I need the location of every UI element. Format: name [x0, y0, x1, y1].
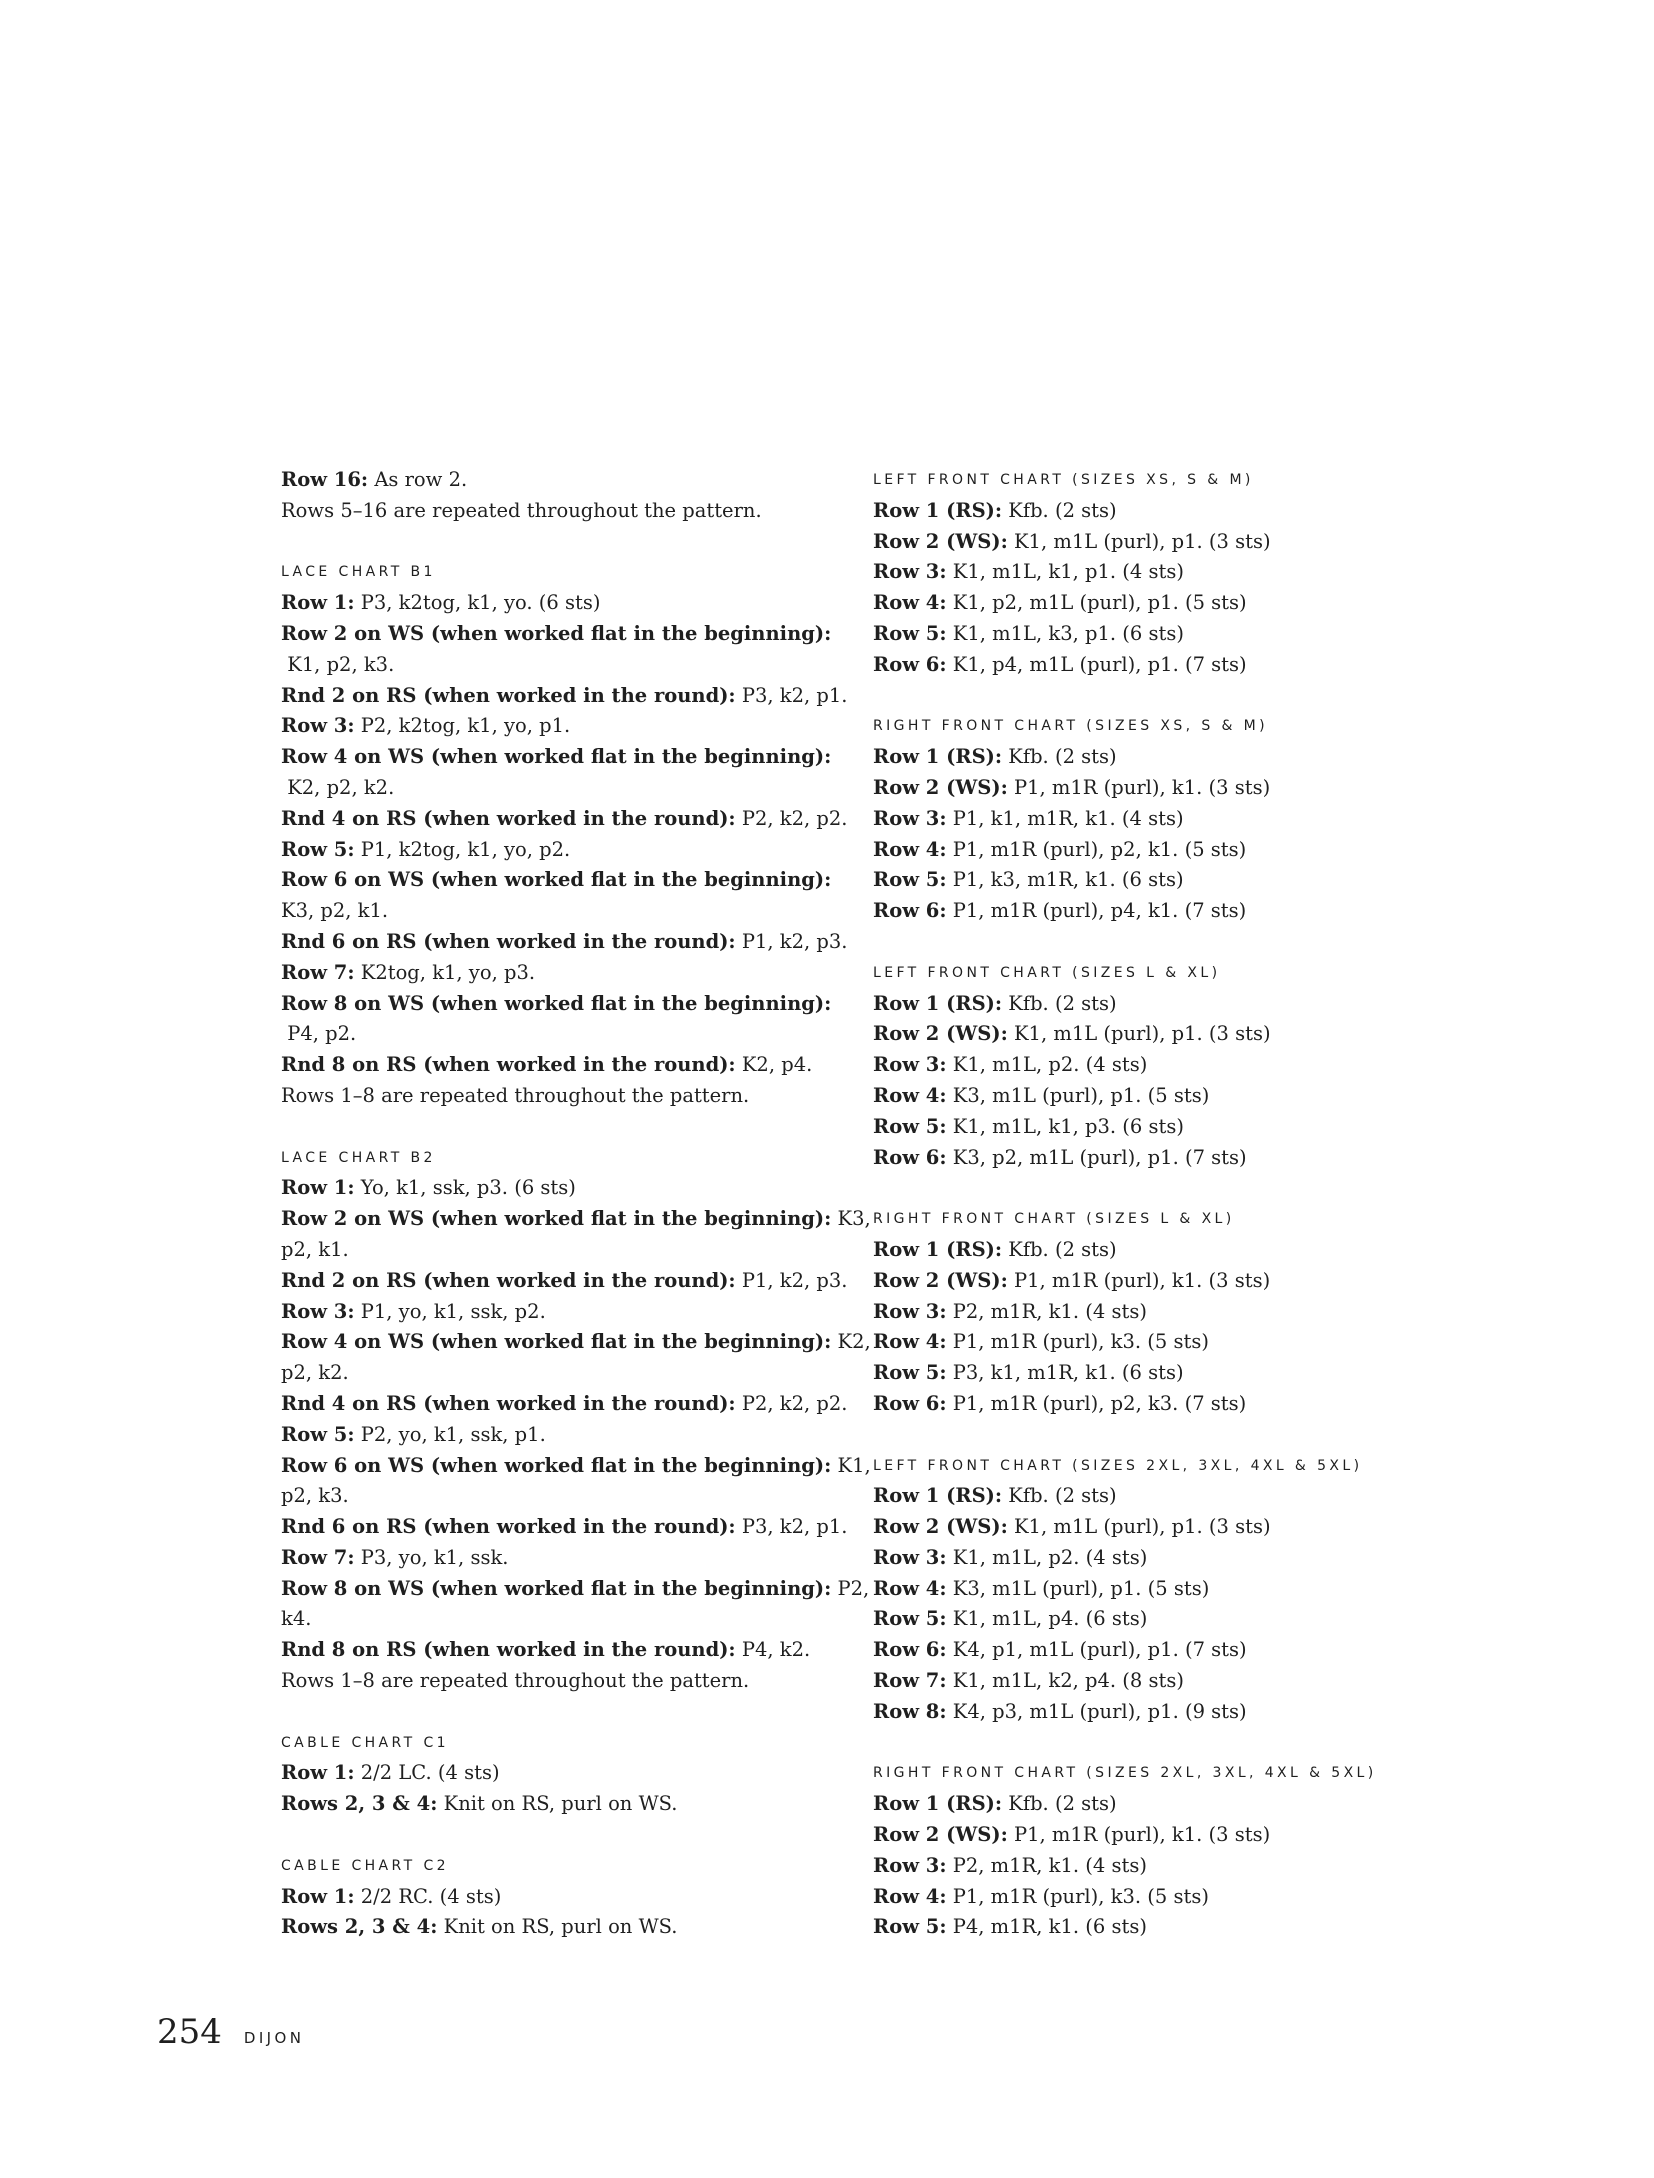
instruction-text: P2,: [831, 1576, 870, 1600]
instruction-line: [873, 1882, 1433, 1913]
instruction-line: [873, 1666, 1433, 1697]
instruction-text: P1, m1R (purl), p2, k3. (7 sts): [946, 1391, 1247, 1415]
row-label: Row 1 (RS):: [873, 498, 1003, 522]
instruction-line: [873, 742, 1433, 773]
row-label: Row 8 on WS (when worked flat in the beginning):: [281, 991, 832, 1015]
instruction-line: [281, 896, 841, 927]
instruction-text: P3, k2, p1.: [735, 683, 848, 707]
instruction-line: [281, 1297, 841, 1328]
instruction-line: [873, 619, 1433, 650]
section-heading: CABLE CHART C1: [281, 1734, 449, 1751]
row-label: Rnd 4 on RS (when worked in the round):: [281, 1391, 736, 1415]
instruction-text: P1, m1R (purl), k3. (5 sts): [946, 1330, 1209, 1354]
section-gap: [873, 1173, 1433, 1204]
row-label: Row 8 on WS (when worked flat in the beginning):: [281, 1576, 832, 1600]
instruction-text: P2, k2, p2.: [735, 1391, 848, 1415]
instruction-text: K1, p2, m1L (purl), p1. (5 sts): [946, 591, 1247, 615]
instruction-text: K2,: [831, 1330, 871, 1354]
section-gap: [281, 1820, 841, 1851]
instruction-text: K1,: [831, 1453, 871, 1477]
instruction-text: p2, k3.: [281, 1484, 349, 1508]
section-heading: CABLE CHART C2: [281, 1857, 449, 1874]
row-label: Row 2 (WS):: [873, 1268, 1008, 1292]
instruction-text: P1, m1R (purl), k1. (3 sts): [1007, 1268, 1271, 1292]
row-label: Row 16:: [281, 468, 369, 491]
instruction-line: [873, 1143, 1433, 1174]
instruction-text: P3, k2, p1.: [735, 1515, 848, 1539]
instruction-line: [281, 989, 841, 1020]
instruction-line: [281, 1327, 871, 1358]
row-label: Row 4:: [873, 1330, 947, 1354]
instruction-line: [873, 989, 1433, 1020]
instruction-line: [281, 1666, 841, 1697]
instruction-line: [281, 619, 841, 650]
row-label: Row 8:: [873, 1699, 947, 1723]
section-gap: [873, 1728, 1433, 1759]
instruction-line: [873, 1112, 1433, 1143]
instruction-text: K2tog, k1, yo, p3.: [354, 960, 536, 984]
row-label: Row 1 (RS):: [873, 991, 1003, 1015]
instruction-line: [281, 1266, 848, 1297]
instruction-line: [873, 1697, 1433, 1728]
section-gap: [281, 527, 841, 558]
row-label: Row 4:: [873, 837, 947, 861]
row-label: Row 2 (WS):: [873, 1515, 1008, 1539]
instruction-line: [281, 1204, 871, 1235]
instruction-text: K1, m1L, k1, p1. (4 sts): [946, 560, 1184, 584]
instruction-text: K4, p1, m1L (purl), p1. (7 sts): [946, 1638, 1247, 1662]
instruction-line: [281, 1912, 841, 1943]
instruction-text: Rows 1–8 are repeated throughout the pattern.: [281, 1083, 750, 1107]
instruction-text: As row 2.: [368, 468, 468, 491]
row-label: Row 2 (WS):: [873, 529, 1008, 553]
instruction-line: [281, 465, 841, 496]
instruction-line: [281, 1635, 841, 1666]
row-label: Row 3:: [281, 1299, 355, 1323]
running-footer-title: DIJON: [243, 2029, 305, 2047]
row-label: Row 3:: [873, 806, 947, 830]
instruction-text: P1, m1R (purl), k1. (3 sts): [1007, 1823, 1271, 1847]
instruction-line: [873, 1912, 1433, 1943]
instruction-line: [873, 557, 1433, 588]
instruction-line: [873, 1358, 1433, 1389]
row-label: Row 6:: [873, 1391, 947, 1415]
section-heading: LEFT FRONT CHART (SIZES 2XL, 3XL, 4XL & 5XL): [873, 1457, 1363, 1474]
section-heading: RIGHT FRONT CHART (SIZES L & XL): [873, 1211, 1235, 1228]
instruction-text: P2, yo, k1, ssk, p1.: [354, 1422, 546, 1446]
instruction-text: P2, k2tog, k1, yo, p1.: [354, 714, 571, 738]
instruction-text: P3, k2tog, k1, yo. (6 sts): [354, 591, 601, 615]
instruction-line: [281, 1882, 841, 1913]
instruction-line: [281, 681, 848, 712]
instruction-line: [873, 773, 1433, 804]
instruction-text: Rows 5–16 are repeated throughout the pattern.: [281, 498, 762, 522]
row-label: Row 1 (RS):: [873, 1484, 1003, 1508]
instruction-line: [873, 1635, 1433, 1666]
instruction-text: K1, m1L, p2. (4 sts): [946, 1053, 1148, 1077]
row-label: Rnd 2 on RS (when worked in the round):: [281, 683, 736, 707]
instruction-line: [873, 1789, 1433, 1820]
row-label: Row 3:: [281, 714, 355, 738]
left-column: [281, 465, 871, 1943]
row-label: Row 7:: [281, 960, 355, 984]
instruction-line: [873, 804, 1433, 835]
instruction-text: Kfb. (2 sts): [1002, 745, 1117, 769]
instruction-line: [281, 650, 841, 681]
instruction-text: K1, p2, k3.: [281, 652, 395, 676]
instruction-line: [281, 1604, 841, 1635]
instruction-text: K1, m1L, p4. (6 sts): [946, 1607, 1148, 1631]
section-heading: LEFT FRONT CHART (SIZES XS, S & M): [873, 472, 1254, 488]
instruction-text: P1, k3, m1R, k1. (6 sts): [946, 868, 1184, 892]
instruction-line: [873, 1820, 1433, 1851]
instruction-line: [873, 1266, 1433, 1297]
instruction-line: [281, 958, 841, 989]
instruction-text: K1, m1L (purl), p1. (3 sts): [1007, 1515, 1271, 1539]
section-gap: [873, 1420, 1433, 1451]
instruction-text: p2, k2.: [281, 1361, 349, 1385]
instruction-text: 2/2 RC. (4 sts): [354, 1884, 502, 1908]
instruction-text: P1, k2tog, k1, yo, p2.: [354, 837, 571, 861]
instruction-line: [281, 1758, 841, 1789]
row-label: Row 6 on WS (when worked flat in the beginning):: [281, 868, 832, 892]
row-label: Row 5:: [873, 1361, 947, 1385]
section-gap: [873, 927, 1433, 958]
instruction-text: P1, m1R (purl), k1. (3 sts): [1007, 775, 1271, 799]
row-label: Row 3:: [873, 560, 947, 584]
row-label: Rnd 6 on RS (when worked in the round):: [281, 929, 736, 953]
row-label: Row 2 on WS (when worked flat in the beginning):: [281, 1207, 832, 1231]
instruction-text: Yo, k1, ssk, p3. (6 sts): [354, 1176, 576, 1200]
instruction-text: Kfb. (2 sts): [1002, 1792, 1117, 1816]
row-label: Row 6 on WS (when worked flat in the beginning):: [281, 1453, 832, 1477]
instruction-text: P1, k2, p3.: [735, 1268, 848, 1292]
row-label: Row 4:: [873, 1083, 947, 1107]
instruction-line: [281, 773, 841, 804]
instruction-text: Kfb. (2 sts): [1002, 991, 1117, 1015]
row-label: Row 6:: [873, 1638, 947, 1662]
instruction-line: [281, 1081, 841, 1112]
instruction-line: [873, 1050, 1433, 1081]
page-number: 254: [157, 2012, 222, 2052]
instruction-line: [873, 835, 1433, 866]
instruction-text: P1, m1R (purl), p2, k1. (5 sts): [946, 837, 1247, 861]
instruction-line: [281, 865, 841, 896]
instruction-text: P1, yo, k1, ssk, p2.: [354, 1299, 546, 1323]
instruction-line: [281, 496, 841, 527]
instruction-text: Kfb. (2 sts): [1002, 1484, 1117, 1508]
instruction-line: [281, 1451, 871, 1482]
instruction-text: P1, m1R (purl), k3. (5 sts): [946, 1884, 1209, 1908]
row-label: Row 6:: [873, 652, 947, 676]
row-label: Rows 2, 3 & 4:: [281, 1792, 438, 1816]
row-label: Row 1:: [281, 591, 355, 615]
instruction-line: [873, 1512, 1433, 1543]
instruction-line: [873, 896, 1433, 927]
instruction-text: P1, k1, m1R, k1. (4 sts): [946, 806, 1184, 830]
row-label: Row 2 (WS):: [873, 1022, 1008, 1046]
instruction-text: K1, m1L (purl), p1. (3 sts): [1007, 1022, 1271, 1046]
row-label: Row 4:: [873, 1576, 947, 1600]
instruction-line: [873, 1081, 1433, 1112]
instruction-line: [873, 1389, 1433, 1420]
row-label: Row 5:: [873, 1607, 947, 1631]
instruction-text: K3, m1L (purl), p1. (5 sts): [946, 1083, 1210, 1107]
section-heading: LACE CHART B1: [281, 564, 436, 581]
row-label: Row 5:: [281, 837, 355, 861]
instruction-line: [873, 527, 1433, 558]
right-column: [873, 465, 1433, 1943]
section-gap: [873, 681, 1433, 712]
instruction-text: K4, p3, m1L (purl), p1. (9 sts): [946, 1699, 1247, 1723]
row-label: Row 3:: [873, 1545, 947, 1569]
instruction-line: [873, 1604, 1433, 1635]
row-label: Row 4:: [873, 1884, 947, 1908]
instruction-line: [281, 1481, 841, 1512]
instruction-text: Kfb. (2 sts): [1002, 498, 1117, 522]
instruction-line: [873, 1327, 1433, 1358]
row-label: Row 5:: [873, 621, 947, 645]
instruction-line: [873, 1235, 1433, 1266]
instruction-line: [873, 496, 1433, 527]
instruction-text: P2, k2, p2.: [735, 806, 848, 830]
row-label: Rows 2, 3 & 4:: [281, 1915, 438, 1939]
instruction-text: Knit on RS, purl on WS.: [437, 1792, 678, 1816]
row-label: Row 7:: [873, 1669, 947, 1693]
row-label: Row 3:: [873, 1053, 947, 1077]
instruction-text: K1, m1L, k3, p1. (6 sts): [946, 621, 1184, 645]
instruction-text: K3, p2, m1L (purl), p1. (7 sts): [946, 1145, 1247, 1169]
row-label: Rnd 2 on RS (when worked in the round):: [281, 1268, 736, 1292]
row-label: Row 4 on WS (when worked flat in the beginning):: [281, 745, 832, 769]
instruction-text: K1, m1L, k2, p4. (8 sts): [946, 1669, 1184, 1693]
row-label: Row 1 (RS):: [873, 1237, 1003, 1261]
row-label: Row 2 (WS):: [873, 1823, 1008, 1847]
instruction-text: 2/2 LC. (4 sts): [354, 1761, 500, 1785]
section-gap: [281, 1112, 841, 1143]
instruction-text: K1, p4, m1L (purl), p1. (7 sts): [946, 652, 1247, 676]
row-label: Row 1:: [281, 1176, 355, 1200]
instruction-line: [873, 1574, 1433, 1605]
instruction-text: K3, p2, k1.: [281, 899, 389, 923]
instruction-line: [281, 711, 841, 742]
row-label: Rnd 8 on RS (when worked in the round):: [281, 1638, 736, 1662]
instruction-line: [281, 1389, 848, 1420]
instruction-text: P1, m1R (purl), p4, k1. (7 sts): [946, 899, 1247, 923]
instruction-line: [281, 1050, 841, 1081]
instruction-text: P4, m1R, k1. (6 sts): [946, 1915, 1147, 1939]
instruction-line: [281, 588, 841, 619]
instruction-line: [281, 1420, 841, 1451]
section-heading: RIGHT FRONT CHART (SIZES XS, S & M): [873, 718, 1268, 735]
instruction-text: K3,: [831, 1207, 871, 1231]
instruction-line: [281, 804, 848, 835]
instruction-line: [873, 1543, 1433, 1574]
instruction-text: K2, p2, k2.: [281, 775, 395, 799]
instruction-text: Rows 1–8 are repeated throughout the pattern.: [281, 1669, 750, 1693]
row-label: Row 7:: [281, 1545, 355, 1569]
instruction-line: [281, 1574, 870, 1605]
page-footer: [157, 2012, 304, 2052]
instruction-text: P1, k2, p3.: [735, 929, 848, 953]
instruction-line: [281, 1512, 848, 1543]
instruction-text: p2, k1.: [281, 1237, 349, 1261]
instruction-line: [281, 1358, 841, 1389]
instruction-text: Knit on RS, purl on WS.: [437, 1915, 678, 1939]
instruction-text: K1, m1L, p2. (4 sts): [946, 1545, 1148, 1569]
instruction-line: [873, 1297, 1433, 1328]
instruction-line: [873, 865, 1433, 896]
instruction-line: [281, 927, 848, 958]
row-label: Row 6:: [873, 899, 947, 923]
instruction-text: P3, yo, k1, ssk.: [354, 1545, 509, 1569]
instruction-text: Kfb. (2 sts): [1002, 1237, 1117, 1261]
instruction-text: k4.: [281, 1607, 312, 1631]
instruction-text: K1, m1L (purl), p1. (3 sts): [1007, 529, 1271, 553]
row-label: Row 5:: [873, 1915, 947, 1939]
instruction-line: [873, 588, 1433, 619]
instruction-line: [873, 1481, 1433, 1512]
instruction-text: P2, m1R, k1. (4 sts): [946, 1853, 1147, 1877]
row-label: Row 3:: [873, 1853, 947, 1877]
instruction-text: K3, m1L (purl), p1. (5 sts): [946, 1576, 1210, 1600]
instruction-line: [873, 1019, 1433, 1050]
instruction-line: [281, 1235, 841, 1266]
row-label: Rnd 4 on RS (when worked in the round):: [281, 806, 736, 830]
instruction-text: K2, p4.: [735, 1053, 813, 1077]
instruction-text: P4, k2.: [735, 1638, 811, 1662]
row-label: Row 1:: [281, 1761, 355, 1785]
instruction-text: P4, p2.: [281, 1022, 357, 1046]
row-label: Row 1:: [281, 1884, 355, 1908]
instruction-text: K1, m1L, k1, p3. (6 sts): [946, 1114, 1184, 1138]
instruction-line: [281, 1019, 841, 1050]
row-label: Row 6:: [873, 1145, 947, 1169]
row-label: Row 1 (RS):: [873, 1792, 1003, 1816]
instruction-text: P2, m1R, k1. (4 sts): [946, 1299, 1147, 1323]
row-label: Row 5:: [281, 1422, 355, 1446]
instruction-line: [281, 1173, 841, 1204]
row-label: Row 1 (RS):: [873, 745, 1003, 769]
instruction-line: [281, 1543, 841, 1574]
instruction-line: [281, 1789, 841, 1820]
row-label: Row 4 on WS (when worked flat in the beginning):: [281, 1330, 832, 1354]
row-label: Row 2 (WS):: [873, 775, 1008, 799]
row-label: Row 2 on WS (when worked flat in the beginning):: [281, 621, 832, 645]
row-label: Row 5:: [873, 868, 947, 892]
section-heading: RIGHT FRONT CHART (SIZES 2XL, 3XL, 4XL & 5XL): [873, 1765, 1377, 1782]
instruction-line: [873, 1851, 1433, 1882]
section-heading: LACE CHART B2: [281, 1149, 436, 1166]
row-label: Row 4:: [873, 591, 947, 615]
section-gap: [281, 1697, 841, 1728]
instruction-line: [281, 835, 841, 866]
row-label: Row 3:: [873, 1299, 947, 1323]
section-heading: LEFT FRONT CHART (SIZES L & XL): [873, 964, 1221, 981]
instruction-line: [281, 742, 841, 773]
row-label: Rnd 8 on RS (when worked in the round):: [281, 1053, 736, 1077]
instruction-text: P3, k1, m1R, k1. (6 sts): [946, 1361, 1184, 1385]
instruction-line: [873, 650, 1433, 681]
row-label: Row 5:: [873, 1114, 947, 1138]
row-label: Rnd 6 on RS (when worked in the round):: [281, 1515, 736, 1539]
